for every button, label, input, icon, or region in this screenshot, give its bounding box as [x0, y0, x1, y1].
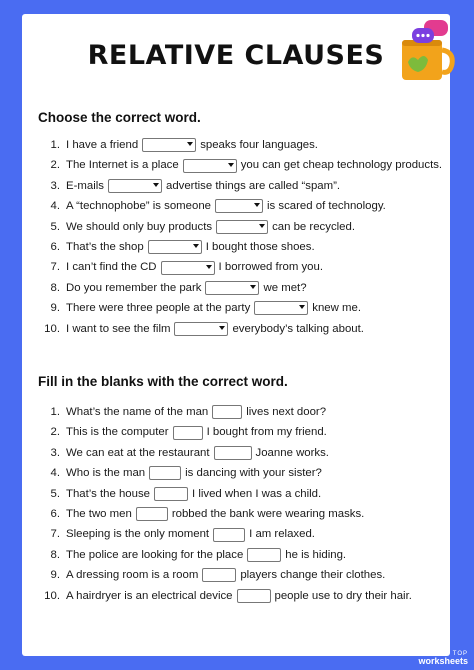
- brand-line-top: TOP: [452, 651, 468, 657]
- item-text-before: A dressing room is a room: [66, 569, 199, 582]
- item-text-before: This is the computer: [66, 426, 169, 439]
- answer-input[interactable]: [173, 426, 203, 440]
- answer-input[interactable]: [247, 548, 281, 562]
- list-item: [38, 463, 448, 483]
- list-item: [38, 278, 448, 298]
- chevron-down-icon: [187, 142, 193, 146]
- item-text-after: people use to dry their hair.: [274, 589, 412, 602]
- list-item: [38, 524, 448, 544]
- item-text-before: A hairdryer is an electrical device: [66, 589, 233, 602]
- answer-input[interactable]: [214, 446, 252, 460]
- item-text-before: That’s the shop: [66, 240, 144, 253]
- list-item: [38, 586, 448, 606]
- list-item: [38, 257, 448, 277]
- item-number: 8.: [50, 281, 60, 294]
- item-text-before: Do you remember the park: [66, 281, 202, 294]
- item-number: 1.: [50, 406, 60, 418]
- section-heading-choose: Choose the correct word.: [38, 110, 201, 125]
- answer-dropdown[interactable]: [216, 220, 268, 234]
- answer-input[interactable]: [149, 466, 181, 480]
- list-item: [38, 443, 448, 463]
- answer-input[interactable]: [237, 589, 271, 603]
- item-number: 2.: [50, 159, 60, 172]
- answer-input[interactable]: [212, 405, 242, 419]
- item-number: 7.: [50, 528, 60, 541]
- list-item: [38, 298, 448, 318]
- item-text-after: he is hiding.: [285, 548, 347, 561]
- list-item: [38, 402, 448, 422]
- item-text-after: knew me.: [312, 302, 362, 315]
- item-text-before: We can eat at the restaurant: [66, 446, 210, 459]
- item-text-after: is dancing with your sister?: [185, 467, 322, 480]
- answer-input[interactable]: [202, 568, 236, 582]
- section-heading-fill-in: Fill in the blanks with the correct word.: [38, 374, 288, 389]
- chevron-down-icon: [153, 183, 159, 187]
- brand-line-main: worksheets: [418, 656, 468, 666]
- answer-dropdown[interactable]: [174, 322, 228, 336]
- item-text-after: I bought those shoes.: [205, 240, 315, 253]
- answer-dropdown[interactable]: [161, 261, 215, 275]
- item-text-before: E-mails: [66, 179, 104, 192]
- item-number: 6.: [50, 240, 60, 253]
- item-text-before: Sleeping is the only moment: [66, 528, 210, 541]
- item-text-before: Who is the man: [66, 467, 146, 480]
- mug-with-speech-bubbles-icon: [394, 16, 456, 86]
- list-item: [38, 319, 448, 339]
- item-number: 2.: [50, 426, 60, 439]
- item-text-before: I can’t find the CD: [66, 261, 157, 274]
- item-text-after: is scared of technology.: [267, 200, 386, 213]
- item-number: 9.: [50, 302, 60, 315]
- item-number: 3.: [50, 446, 60, 459]
- item-number: 10.: [44, 322, 60, 335]
- list-item: [38, 135, 448, 155]
- answer-dropdown[interactable]: [254, 301, 308, 315]
- item-number: 1.: [50, 139, 60, 151]
- item-text-after: players change their clothes.: [240, 569, 386, 582]
- chevron-down-icon: [206, 265, 212, 269]
- item-number: 5.: [50, 220, 60, 233]
- list-item: [38, 196, 448, 216]
- chevron-down-icon: [193, 244, 199, 248]
- item-text-after: advertise things are called “spam”.: [165, 179, 341, 192]
- answer-dropdown[interactable]: [108, 179, 162, 193]
- item-text-after: I am relaxed.: [249, 528, 315, 541]
- item-number: 5.: [50, 487, 60, 500]
- list-item: [38, 422, 448, 442]
- item-number: 8.: [50, 548, 60, 561]
- item-text-after: I bought from my friend.: [206, 426, 327, 439]
- worksheet-title: RELATIVE CLAUSES: [87, 40, 385, 71]
- item-text-before: The police are looking for the place: [66, 548, 244, 561]
- chevron-down-icon: [228, 163, 234, 167]
- item-text-after: everybody’s talking about.: [232, 322, 364, 335]
- answer-dropdown[interactable]: [205, 281, 259, 295]
- item-text-before: The Internet is a place: [66, 159, 179, 172]
- chevron-down-icon: [254, 203, 260, 207]
- list-item: [38, 504, 448, 524]
- list-item: [38, 545, 448, 565]
- list-item: [38, 237, 448, 257]
- item-text-after: Joanne works.: [255, 446, 329, 459]
- list-item: [38, 484, 448, 504]
- item-number: 9.: [50, 569, 60, 582]
- chevron-down-icon: [299, 305, 305, 309]
- item-number: 4.: [50, 467, 60, 480]
- item-text-before: We should only buy products: [66, 220, 213, 233]
- answer-dropdown[interactable]: [215, 199, 263, 213]
- item-text-after: we met?: [263, 281, 307, 294]
- answer-dropdown[interactable]: [148, 240, 202, 254]
- item-text-before: The two men: [66, 507, 132, 520]
- item-text-before: I have a friend: [66, 139, 139, 151]
- item-text-after: you can get cheap technology products.: [240, 159, 443, 172]
- chevron-down-icon: [259, 224, 265, 228]
- item-text-after: can be recycled.: [272, 220, 356, 233]
- list-item: [38, 217, 448, 237]
- item-text-before: There were three people at the party: [66, 302, 251, 315]
- item-number: 3.: [50, 179, 60, 192]
- item-text-before: A “technophobe” is someone: [66, 200, 212, 213]
- item-text-after: I borrowed from you.: [218, 261, 324, 274]
- chevron-down-icon: [219, 326, 225, 330]
- answer-input[interactable]: [154, 487, 188, 501]
- chevron-down-icon: [250, 285, 256, 289]
- fill-blanks-list: [38, 402, 448, 606]
- list-item: [38, 565, 448, 585]
- item-text-before: That’s the house: [66, 487, 151, 500]
- worksheet: [22, 14, 450, 656]
- list-item: [38, 176, 448, 196]
- item-text-after: I lived when I was a child.: [192, 487, 322, 500]
- answer-input[interactable]: [136, 507, 168, 521]
- item-text-before: I want to see the film: [66, 322, 171, 335]
- item-number: 7.: [50, 261, 60, 274]
- item-number: 4.: [50, 200, 60, 213]
- item-text-after: lives next door?: [246, 406, 327, 418]
- item-text-before: What’s the name of the man: [66, 406, 209, 418]
- item-number: 10.: [44, 589, 60, 602]
- answer-dropdown[interactable]: [183, 159, 237, 173]
- answer-dropdown[interactable]: [142, 138, 196, 152]
- brand-logo: [418, 651, 468, 666]
- choose-word-list: [38, 135, 448, 339]
- item-text-after: speaks four languages.: [200, 139, 318, 151]
- answer-input[interactable]: [213, 528, 245, 542]
- list-item: [38, 155, 448, 175]
- item-number: 6.: [50, 507, 60, 520]
- item-text-after: robbed the bank were wearing masks.: [171, 507, 365, 520]
